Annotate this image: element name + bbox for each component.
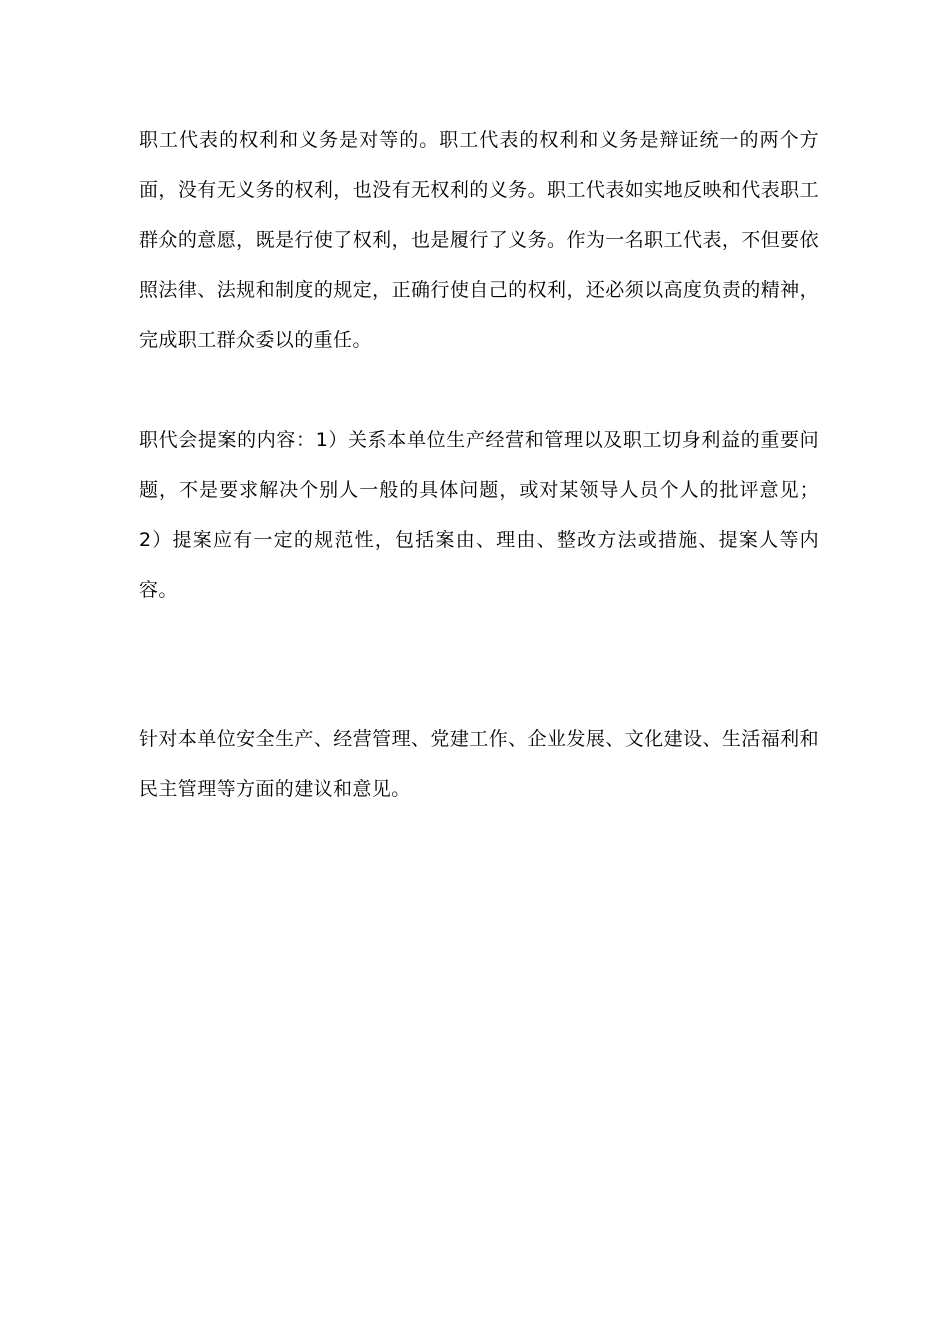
paragraph-proposal-content: 职代会提案的内容：1）关系本单位生产经营和管理以及职工切身利益的重要问题，不是要求解决个别人一般的具体问题，或对某领导人员个人的批评意见；2）提案应有一定的规范性，包括案由、理由、整改方法或措施、提案人等内容。	[139, 429, 819, 601]
paragraph-rights-and-duties: 职工代表的权利和义务是对等的。职工代表的权利和义务是辩证统一的两个方面，没有无义务的权利，也没有无权利的义务。职工代表如实地反映和代表职工群众的意愿，既是行使了权利，也是履行了义务。作为一名职工代表，不但要依照法律、法规和制度的规定，正确行使自己的权利，还必须以高度负责的精神，完成职工群众委以的重任。	[139, 129, 819, 351]
paragraph-suggestions: 针对本单位安全生产、经营管理、党建工作、企业发展、文化建设、生活福利和民主管理等方面的建议和意见。	[139, 728, 819, 800]
